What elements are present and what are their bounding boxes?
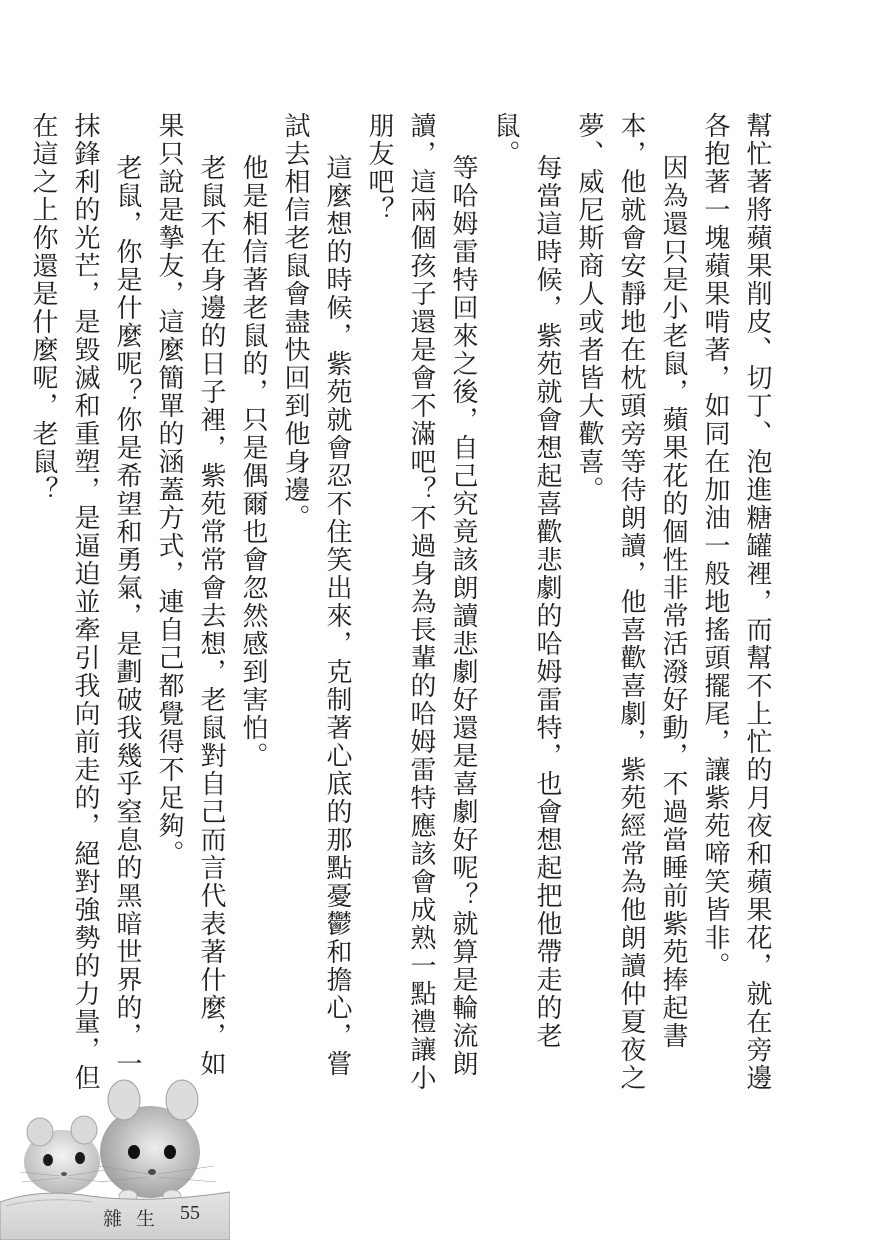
- paragraph-7: 老鼠不在身邊的日子裡，紫苑常常會去想，老鼠對自己而言代表著什麼，如果只說是摯友，這麼簡單的涵蓋方式，連自己都覺得不足夠。: [154, 112, 226, 1078]
- paragraph-3: 每當這時候，紫苑就會想起喜歡悲劇的哈姆雷特，也會想起把他帶走的老鼠。: [490, 112, 562, 1050]
- mouse-left: [20, 1116, 104, 1194]
- page-number: 55: [180, 1202, 200, 1224]
- vertical-text-body: [22, 112, 778, 1092]
- paragraph-5: 這麼想的時候，紫苑就會忍不住笑出來，克制著心底的那點憂鬱和擔心，嘗試去相信老鼠會盡快回到他身邊。: [280, 112, 352, 1078]
- paragraph-4: 等哈姆雷特回來之後，自己究竟該朗讀悲劇好還是喜劇好呢？就算是輪流朗讀，這兩個孩子還是會不滿吧？不過身為長輩的哈姆雷特應該會成熟一點禮讓小朋友吧？: [364, 112, 478, 1092]
- paragraph-8: 老鼠，你是什麼呢？你是希望和勇氣，是劃破我幾乎窒息的黑暗世界的，一抹鋒利的光芒，是毀滅和重塑，是逼迫並牽引我向前走的，絕對強勢的力量，但在這之上你還是什麼呢，老鼠？: [28, 112, 142, 1092]
- mouse-right: [98, 1080, 216, 1202]
- paragraph-6: 他是相信著老鼠的，只是偶爾也會忽然感到害怕。: [238, 153, 268, 770]
- paragraph-2: 因為還只是小老鼠，蘋果花的個性非常活潑好動，不過當睡前紫苑捧起書本，他就會安靜地在枕頭旁等待朗讀，他喜歡喜劇，紫苑經常為他朗讀仲夏夜之夢、威尼斯商人或者皆大歡喜。: [574, 112, 688, 1092]
- paragraph-1: 幫忙著將蘋果削皮、切丁、泡進糖罐裡，而幫不上忙的月夜和蘋果花，就在旁邊各抱著一塊蘋果啃著，如同在加油一般地搖頭擺尾，讓紫苑啼笑皆非。: [700, 112, 772, 1092]
- running-footer-title: 雜 生: [103, 1208, 160, 1230]
